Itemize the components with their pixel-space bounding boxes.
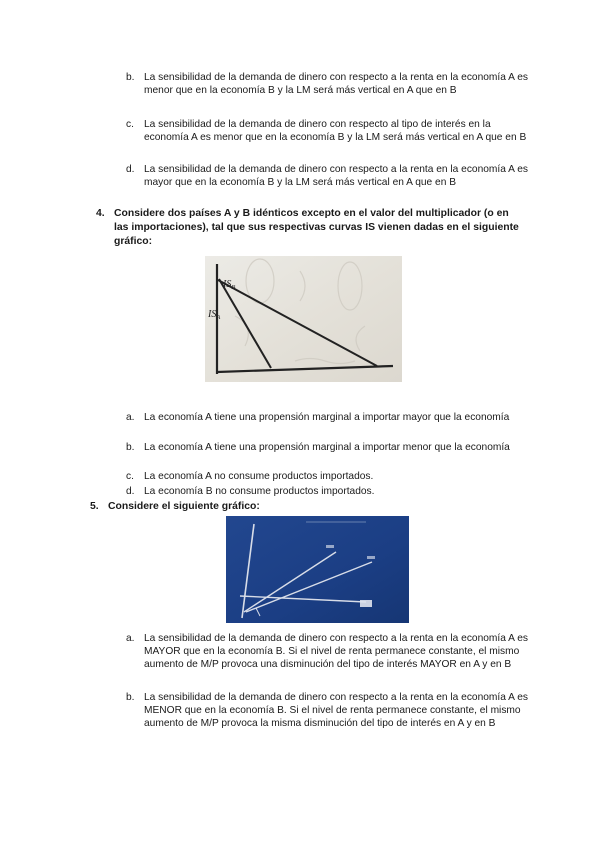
isb-label: $IS_B$: [223, 279, 236, 291]
q4-option-d: [126, 485, 534, 498]
q3-option-d: [126, 163, 534, 189]
is-curves-graph: [205, 256, 402, 382]
option-letter: c.: [126, 471, 134, 482]
option-text: La economía A tiene una propensión marginal a importar mayor que la economía: [144, 412, 510, 423]
lm-curves-graph: [226, 516, 409, 623]
question-text: Considere el siguiente gráfico:: [108, 501, 260, 512]
q3-option-b: [126, 71, 534, 97]
option-letter: b.: [126, 72, 135, 83]
option-letter: a.: [126, 412, 135, 423]
q4-option-c: [126, 470, 534, 483]
question-4: [96, 207, 526, 249]
option-text: La sensibilidad de la demanda de dinero con respecto al tipo de interés en la economía A es menor que en la economía B y la LM será más vertical en A que en B: [144, 119, 527, 143]
lm-curves-figure: [226, 516, 409, 623]
option-text: La sensibilidad de la demanda de dinero con respecto a la renta en la economía A es mayor que en la economía B y la LM será más vertical en A que en B: [144, 164, 528, 188]
option-text: La sensibilidad de la demanda de dinero con respecto a la renta en la economía A es menor que en la economía B y la LM será más vertical en A que en B: [144, 72, 528, 96]
option-text: La economía B no consume productos importados.: [144, 486, 375, 497]
q4-option-a: [126, 411, 534, 424]
q4-option-b: [126, 441, 534, 454]
option-letter: b.: [126, 442, 135, 453]
question-5: [90, 500, 408, 514]
q3-option-c: [126, 118, 534, 144]
option-letter: d.: [126, 486, 135, 497]
isa-label: $IS_A$: [208, 309, 221, 321]
q5-option-b: [126, 691, 534, 730]
option-text: La economía A tiene una propensión marginal a importar menor que la economía: [144, 442, 510, 453]
option-letter: a.: [126, 633, 135, 644]
option-text: La sensibilidad de la demanda de dinero con respecto a la renta en la economía A es MENOR que en la economía B. Si el nivel de renta permanece constante, el mismo aumento de M/P provoca la misma disminución del tipo de interés en A y en B: [144, 692, 528, 729]
is-curves-figure: [205, 256, 402, 382]
q5-option-a: [126, 632, 534, 671]
option-letter: d.: [126, 164, 135, 175]
question-text: Considere dos países A y B idénticos excepto en el valor del multiplicador (o en las importaciones), tal que sus respectivas curvas IS vienen dadas en el siguiente gráfico:: [114, 208, 519, 247]
option-letter: b.: [126, 692, 135, 703]
question-number: 5.: [90, 501, 99, 512]
option-text: La sensibilidad de la demanda de dinero con respecto a la renta en la economía A es MAYOR que en la economía B. Si el nivel de renta permanece constante, el mismo aumento de M/P provoca una disminución del tipo de interés MAYOR en A y en B: [144, 633, 528, 670]
question-number: 4.: [96, 208, 105, 219]
option-letter: c.: [126, 119, 134, 130]
option-text: La economía A no consume productos importados.: [144, 471, 374, 482]
